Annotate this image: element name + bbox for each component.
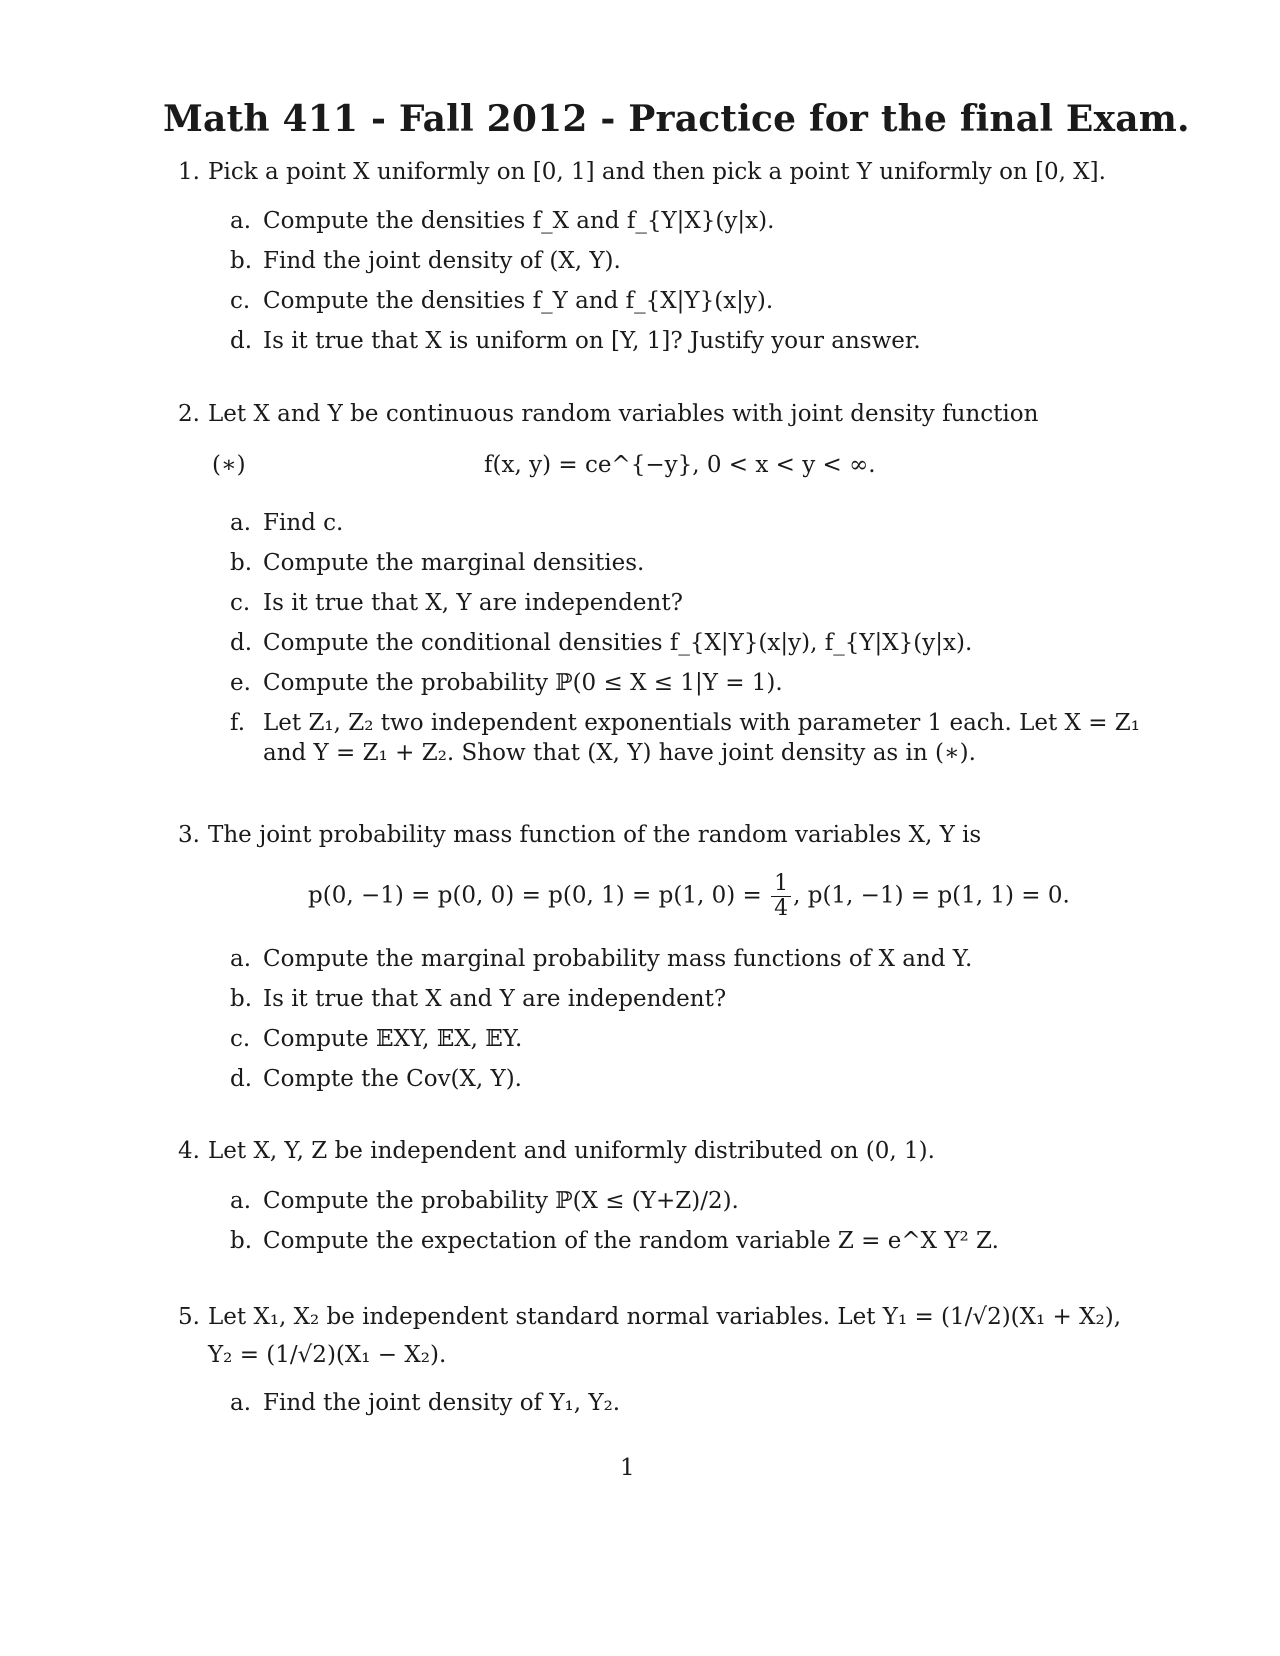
part-text: and Y = Z₁ + Z₂. Show that (X, Y) have joint density as in (∗). <box>263 740 976 766</box>
problem-3 <box>178 820 981 850</box>
fraction-numerator: 1 <box>771 872 791 897</box>
pmf-equation <box>308 872 1070 921</box>
part-label: a. <box>230 208 252 234</box>
part-text: Find c. <box>263 510 344 536</box>
problem-1-part-c <box>230 286 773 316</box>
part-label: b. <box>230 1228 253 1254</box>
problem-3-part-c <box>230 1024 522 1054</box>
part-text: Find the joint density of (X, Y). <box>263 248 621 274</box>
part-text: Compte the Cov(X, Y). <box>263 1066 522 1092</box>
part-label: d. <box>230 630 253 656</box>
part-label: a. <box>230 946 252 972</box>
problem-2-part-a <box>230 508 343 538</box>
problem-2-part-d <box>230 628 972 658</box>
problem-number: 4. <box>178 1138 200 1164</box>
fraction-one-quarter <box>771 872 791 921</box>
joint-density-equation: f(x, y) = ce^{−y}, 0 < x < y < ∞. <box>484 452 876 478</box>
part-label: a. <box>230 1188 252 1214</box>
problem-number: 2. <box>178 401 200 427</box>
page-title: Math 411 - Fall 2012 - Practice for the final Exam. <box>163 98 1190 140</box>
part-label: d. <box>230 1066 253 1092</box>
problem-3-part-a <box>230 944 972 974</box>
problem-text: Let X, Y, Z be independent and uniformly distributed on (0, 1). <box>208 1138 935 1164</box>
part-text: Let Z₁, Z₂ two independent exponentials with parameter 1 each. Let X = Z₁ <box>263 710 1141 736</box>
part-text: Find the joint density of Y₁, Y₂. <box>263 1390 621 1416</box>
part-text: Is it true that X is uniform on [Y, 1]? Justify your answer. <box>263 328 921 354</box>
problem-text: The joint probability mass function of the random variables X, Y is <box>208 822 982 848</box>
problem-1-part-d <box>230 326 921 356</box>
part-label: b. <box>230 986 253 1012</box>
part-label: f. <box>230 710 246 736</box>
problem-2-part-b <box>230 548 644 578</box>
problem-2 <box>178 399 1038 429</box>
fraction-denominator: 4 <box>774 896 789 921</box>
problem-2-part-c <box>230 588 683 618</box>
part-text: Compute the marginal densities. <box>263 550 645 576</box>
part-label: b. <box>230 248 253 274</box>
problem-text: Let X and Y be continuous random variables with joint density function <box>208 401 1039 427</box>
problem-2-part-f-continued <box>230 738 976 768</box>
problem-3-part-d <box>230 1064 522 1094</box>
part-text: Compute the probability ℙ(0 ≤ X ≤ 1|Y = 1). <box>263 670 783 696</box>
part-label: c. <box>230 1026 251 1052</box>
problem-text: Pick a point X uniformly on [0, 1] and then pick a point Y uniformly on [0, X]. <box>208 159 1106 185</box>
part-label: b. <box>230 550 253 576</box>
problem-5-part-a <box>230 1388 620 1418</box>
part-text: Compute the densities f_X and f_{Y|X}(y|x). <box>263 208 775 234</box>
part-label: a. <box>230 510 252 536</box>
problem-text: Let X₁, X₂ be independent standard normal variables. Let Y₁ = (1/√2)(X₁ + X₂), <box>208 1304 1122 1330</box>
part-text: Is it true that X and Y are independent? <box>263 986 727 1012</box>
problem-number: 3. <box>178 822 200 848</box>
problem-5-continued <box>178 1340 446 1370</box>
problem-2-part-f <box>230 708 1140 738</box>
part-label: c. <box>230 590 251 616</box>
problem-5 <box>178 1302 1121 1332</box>
part-text: Is it true that X, Y are independent? <box>263 590 683 616</box>
part-text: Compute the conditional densities f_{X|Y}(x|y), f_{Y|X}(y|x). <box>263 630 973 656</box>
equation-tag: (∗) <box>212 452 246 478</box>
part-text: Compute the probability ℙ(X ≤ (Y+Z)/2). <box>263 1188 739 1214</box>
part-label: d. <box>230 328 253 354</box>
problem-1-part-b <box>230 246 621 276</box>
part-text: Compute the expectation of the random variable Z = e^X Y² Z. <box>263 1228 999 1254</box>
problem-4-part-b <box>230 1226 999 1256</box>
pmf-equation-right: , p(1, −1) = p(1, 1) = 0. <box>793 882 1070 909</box>
problem-4-part-a <box>230 1186 739 1216</box>
part-label: e. <box>230 670 251 696</box>
problem-2-part-e <box>230 668 783 698</box>
part-text: Compute the marginal probability mass functions of X and Y. <box>263 946 973 972</box>
page-number: 1 <box>620 1455 635 1481</box>
problem-1-part-a <box>230 206 774 236</box>
part-text: Compute the densities f_Y and f_{X|Y}(x|y). <box>263 288 774 314</box>
part-label: c. <box>230 288 251 314</box>
part-text: Compute 𝔼XY, 𝔼X, 𝔼Y. <box>263 1026 523 1052</box>
part-label: a. <box>230 1390 252 1416</box>
problem-4 <box>178 1136 935 1166</box>
problem-number: 5. <box>178 1304 200 1330</box>
problem-3-part-b <box>230 984 726 1014</box>
problem-number: 1. <box>178 159 200 185</box>
pmf-equation-left: p(0, −1) = p(0, 0) = p(0, 1) = p(1, 0) = <box>308 882 762 909</box>
problem-1 <box>178 157 1106 187</box>
problem-text: Y₂ = (1/√2)(X₁ − X₂). <box>208 1342 447 1368</box>
